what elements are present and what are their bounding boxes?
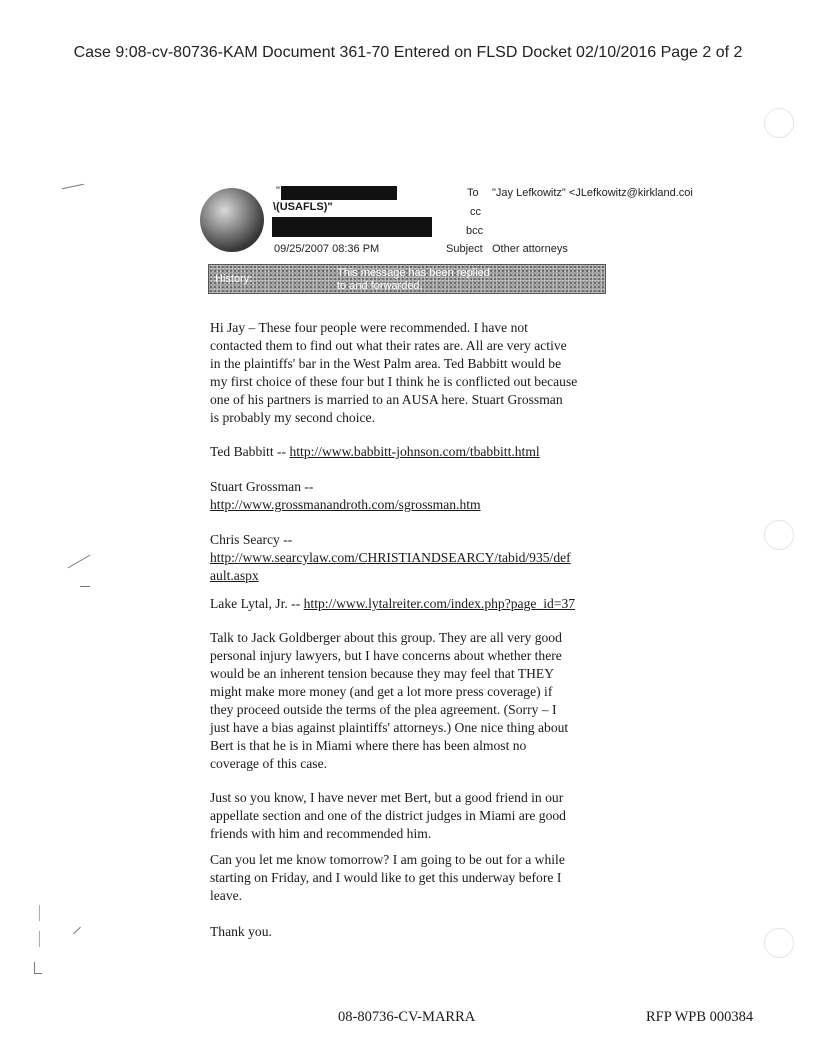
entry-stuart-grossman [210,478,610,514]
paragraph-concerns [210,629,610,773]
text-line: friends with him and recommended him. [210,826,432,841]
footer-bates-number: RFP WPB 000384 [646,1009,754,1025]
scan-mark [62,184,84,190]
text-line: Talk to Jack Goldberger about this group. They are all very good [210,630,562,645]
text-line [210,443,610,461]
bcc-label: bcc [466,225,484,237]
attorney-name: Lake Lytal, Jr. -- [210,596,304,611]
redaction-bar [272,217,432,237]
paragraph-bert [210,789,610,843]
scan-artifact-circle [764,520,794,550]
text-line: Can you let me know tomorrow? I am going to be out for a while [210,852,565,867]
text-line: appellate section and one of the district judges in Miami are good [210,808,566,823]
subject-label: Subject [446,243,483,255]
text-line: they proceed outside the terms of the plea agreement. (Sorry – I [210,702,557,717]
text-line: coverage of this case. [210,756,328,771]
scan-artifact-circle [764,928,794,958]
avatar [200,188,264,252]
scan-mark [39,931,40,947]
text-line: is probably my second choice. [210,410,375,425]
cc-label: cc [470,206,481,218]
text-line: contacted them to find out what their rates are. All are very active [210,338,567,353]
attorney-link[interactable]: http://www.searcylaw.com/CHRISTIANDSEARCY/tabid/935/def [210,550,571,565]
email-timestamp: 09/25/2007 08:36 PM [274,243,380,255]
banner-message-line: This message has been replied [337,267,490,279]
sender-quote: " [276,185,280,197]
banner-history-label: History: [215,273,253,285]
scan-mark [80,586,90,587]
text-line: my first choice of these four but I think he is conflicted out because [210,374,578,389]
scan-mark [73,927,81,935]
paragraph-intro [210,319,610,427]
subject-value: Other attorneys [492,243,568,255]
text-line: leave. [210,888,243,903]
text-line: one of his partners is married to an AUSA here. Stuart Grossman [210,392,563,407]
attorney-link[interactable]: ault.aspx [210,568,259,583]
scan-mark [39,905,40,921]
footer-case-number: 08-80736-CV-MARRA [338,1009,476,1025]
attorney-link[interactable]: http://www.grossmanandroth.com/sgrossman.htm [210,497,481,512]
text-line: in the plaintiffs' bar in the West Palm area. Ted Babbitt would be [210,356,562,371]
court-header: Case 9:08-cv-80736-KAM Document 361-70 Entered on FLSD Docket 02/10/2016 Page 2 of 2 [73,44,743,61]
scan-mark [67,555,90,569]
text-line: might make more money (and get a lot more press coverage) if [210,684,553,699]
closing: Thank you. [210,924,272,939]
redaction-bar [281,186,397,200]
text-line: starting on Friday, and I would like to get this underway before I [210,870,562,885]
text-line: just have a bias against plaintiffs' attorneys.) One nice thing about [210,720,569,735]
banner-message [337,267,537,293]
paragraph-request [210,851,610,905]
entry-lake-lytal [210,595,610,613]
text-line: would be an inherent tension because they may feel that THEY [210,666,555,681]
scan-artifact-circle [764,108,794,138]
attorney-name: Stuart Grossman -- [210,479,314,494]
banner-message-line: to and forwarded. [337,280,423,292]
sender-fragment: \(USAFLS)" [273,201,333,213]
scan-mark [34,973,42,974]
entry-ted-babbitt [210,443,610,461]
text-line: Bert is that he is in Miami where there has been almost no [210,738,527,753]
attorney-link[interactable]: http://www.babbitt-johnson.com/tbabbitt.html [289,444,540,459]
attorney-name: Chris Searcy -- [210,532,293,547]
to-label: To [467,187,479,199]
entry-chris-searcy [210,531,610,585]
history-banner [208,264,606,294]
text-line: Just so you know, I have never met Bert, but a good friend in our [210,790,564,805]
text-line [210,595,610,613]
text-line: Hi Jay – These four people were recommended. I have not [210,320,528,335]
attorney-link[interactable]: http://www.lytalreiter.com/index.php?page_id=37 [303,596,576,611]
attorney-name: Ted Babbitt -- [210,444,290,459]
to-value: "Jay Lefkowitz" <JLefkowitz@kirkland.coi [492,187,693,199]
text-line: personal injury lawyers, but I have concerns about whether there [210,648,562,663]
